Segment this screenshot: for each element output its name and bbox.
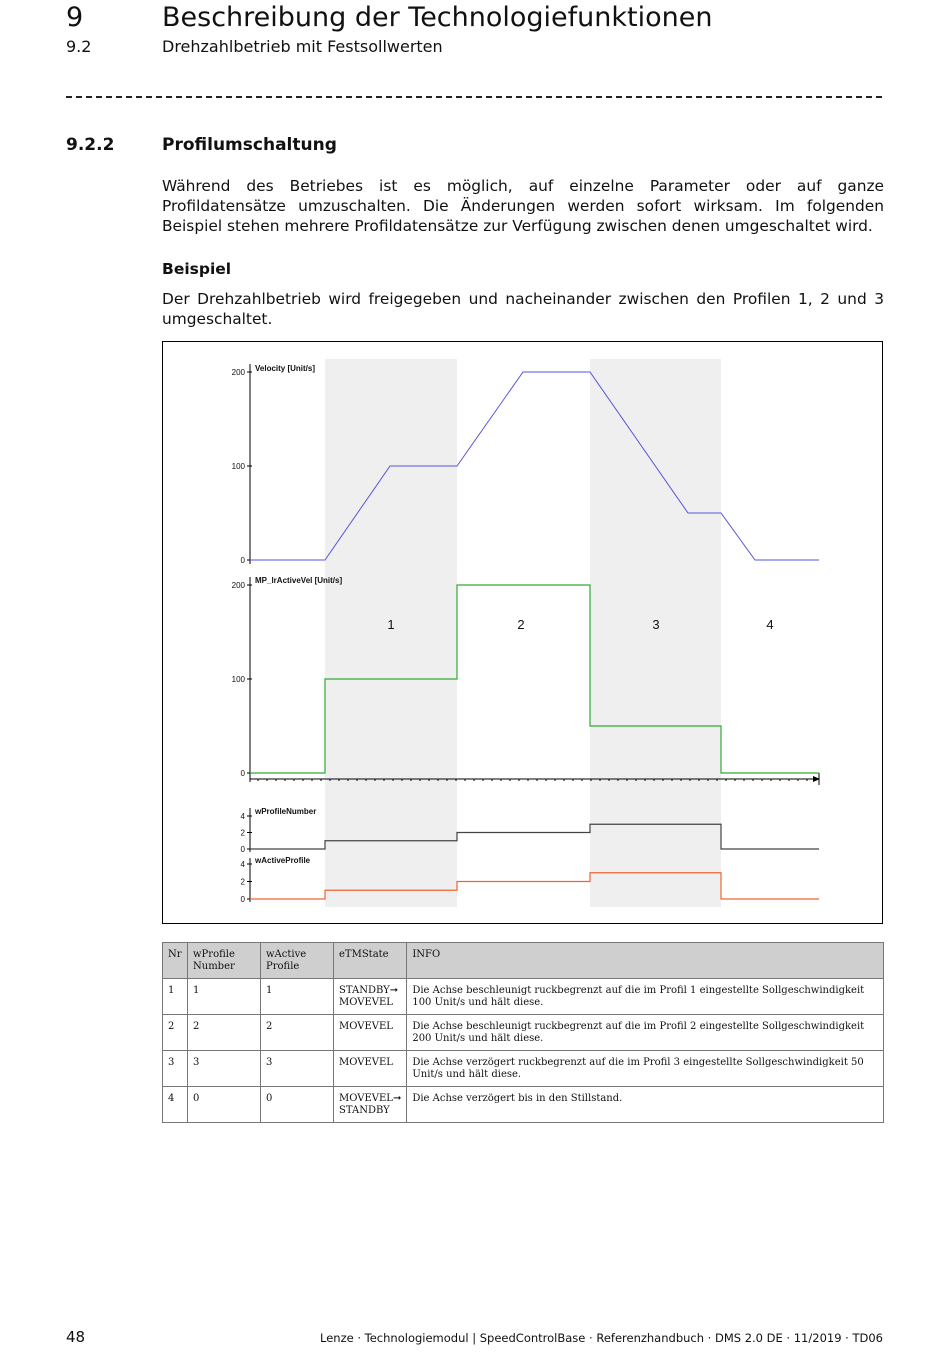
example-paragraph: Der Drehzahlbetrieb wird freigegeben und nacheinander zwischen den Profilen 1, 2 und 3 umgeschaltet. — [162, 290, 884, 328]
velocity-tick-label: 100 — [231, 462, 245, 471]
section-title: Drehzahlbetrieb mit Festsollwerten — [162, 37, 443, 56]
active-vel-tick-label: 100 — [231, 675, 245, 684]
profile-table — [162, 942, 884, 1123]
cell: 3 — [261, 1051, 334, 1087]
table-header-row — [163, 943, 884, 979]
profile-number-tick-label: 0 — [240, 845, 245, 854]
cell: 2 — [163, 1015, 188, 1051]
cell: 3 — [188, 1051, 261, 1087]
cell: 4 — [163, 1087, 188, 1123]
profile-number-tick-label: 2 — [240, 828, 245, 838]
profile-chart-figure — [162, 341, 883, 924]
cell: 3 — [163, 1051, 188, 1087]
table-row — [163, 1087, 884, 1123]
table-row — [163, 1051, 884, 1087]
section-number: 9.2 — [66, 37, 92, 56]
cell: 0 — [188, 1087, 261, 1123]
chapter-number: 9 — [66, 2, 84, 33]
profile-number-tick-label: 4 — [240, 812, 245, 821]
active-vel-tick-label: 0 — [240, 769, 245, 778]
velocity-tick-label: 200 — [231, 368, 245, 377]
footer-text: Lenze · Technologiemodul | SpeedControlBase · Referenzhandbuch · DMS 2.0 DE · 11/2019 · TD06 — [320, 1331, 883, 1345]
phase-label-2: 2 — [517, 617, 525, 632]
cell: MOVEVEL➞ STANDBY — [334, 1087, 407, 1123]
profile-band-1 — [325, 359, 457, 907]
active-vel-tick-label: 200 — [231, 581, 245, 590]
page-number: 48 — [66, 1328, 86, 1346]
phase-label-1: 1 — [387, 617, 395, 632]
active-profile-tick-label: 0 — [240, 895, 245, 904]
subsection-number: 9.2.2 — [66, 135, 115, 155]
table-row — [163, 1015, 884, 1051]
active-profile-tick-label: 2 — [240, 877, 245, 887]
active-profile-tick-label: 4 — [240, 860, 245, 869]
velocity-tick-label: 0 — [240, 556, 245, 565]
subsection-title: Profilumschaltung — [162, 135, 337, 155]
cell: 1 — [163, 979, 188, 1015]
chapter-title: Beschreibung der Technologiefunktionen — [162, 2, 713, 33]
header-divider — [66, 96, 882, 98]
profile-number-title: wProfileNumber — [255, 807, 317, 816]
example-heading: Beispiel — [162, 260, 232, 278]
cell: Die Achse beschleunigt ruckbegrenzt auf die im Profil 2 eingestellte Sollgeschwindigkeit 200 Unit/s und hält diese. — [407, 1015, 884, 1051]
col-header-info: INFO — [407, 943, 884, 979]
cell: STANDBY➞ MOVEVEL — [334, 979, 407, 1015]
col-header-etmstate: eTMState — [334, 943, 407, 979]
active-vel-title: MP_lrActiveVel [Unit/s] — [255, 576, 343, 585]
col-header-wactive: wActive Profile — [261, 943, 334, 979]
col-header-wprofile: wProfile Number — [188, 943, 261, 979]
cell: 0 — [261, 1087, 334, 1123]
cell: MOVEVEL — [334, 1015, 407, 1051]
cell: 2 — [188, 1015, 261, 1051]
cell: 1 — [188, 979, 261, 1015]
cell: 2 — [261, 1015, 334, 1051]
table-row — [163, 979, 884, 1015]
cell: Die Achse verzögert ruckbegrenzt auf die im Profil 3 eingestellte Sollgeschwindigkeit 50 Unit/s und hält diese. — [407, 1051, 884, 1087]
active-profile-title: wActiveProfile — [255, 856, 311, 865]
cell: Die Achse verzögert bis in den Stillstand. — [407, 1087, 884, 1123]
cell: 1 — [261, 979, 334, 1015]
phase-label-4: 4 — [766, 617, 774, 632]
cell: MOVEVEL — [334, 1051, 407, 1087]
velocity-title: Velocity [Unit/s] — [255, 364, 316, 373]
intro-paragraph: Während des Betriebes ist es möglich, auf einzelne Parameter oder auf ganze Profildatensätze umzuschalten. Die Änderungen werden sofort wirksam. Im folgenden Beispiel stehen mehrere Profildatensätze zur Verfügung zwischen denen umgeschaltet wird. — [162, 177, 884, 235]
phase-label-3: 3 — [652, 617, 660, 632]
col-header-nr: Nr — [163, 943, 188, 979]
cell: Die Achse beschleunigt ruckbegrenzt auf die im Profil 1 eingestellte Sollgeschwindigkeit 100 Unit/s und hält diese. — [407, 979, 884, 1015]
profile-chart — [163, 342, 884, 925]
